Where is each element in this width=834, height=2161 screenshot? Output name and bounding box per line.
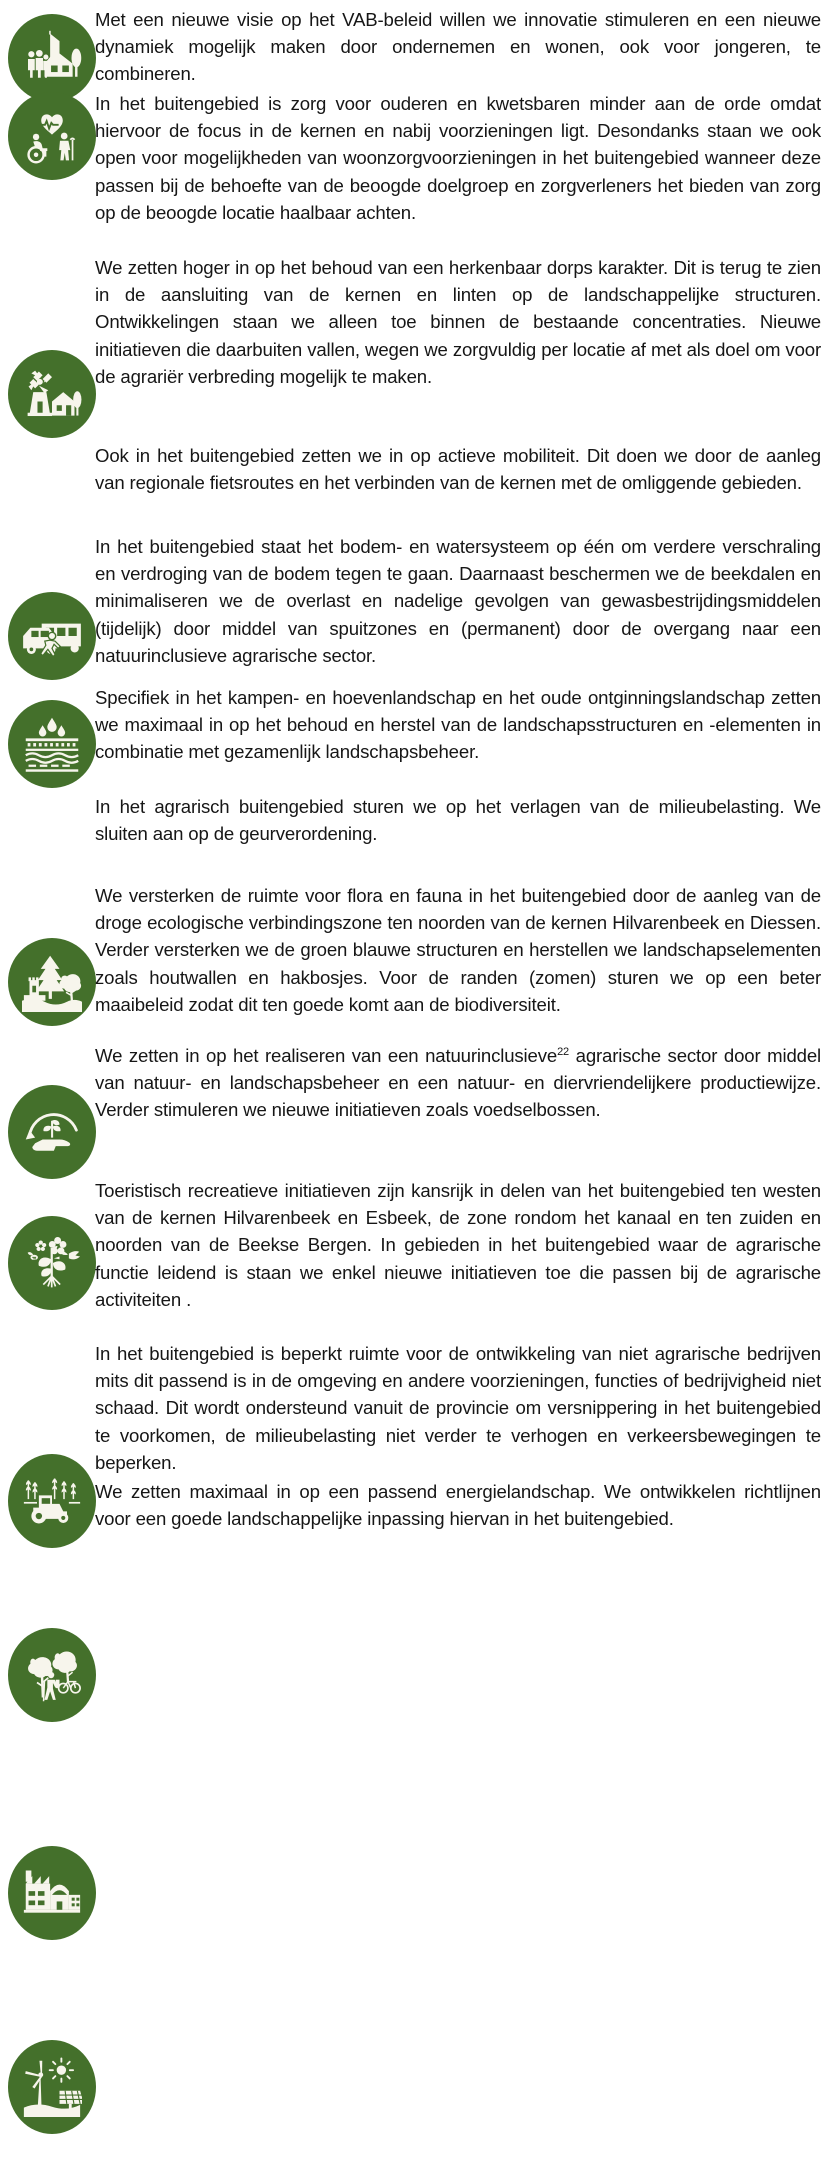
policy-paragraph: Met een nieuwe visie op het VAB-beleid willen we innovatie stimuleren en een nieuwe dynamiek mogelijk maken door ondernemen en wonen, ook voor jongeren, te combineren. bbox=[95, 9, 821, 85]
hand-plant-cycle-icon bbox=[8, 1085, 96, 1179]
policy-paragraph: We versterken de ruimte voor flora en fauna in het buitengebied door de aanleg van de droge ecologische verbindingszone ten noorden van de kernen Hilvarenbeek en Diessen. Verder versterken we de groen blauwe structuren en herstellen we landschapselementen zoals houtwallen en hakbosjes. Voor de randen (zomen) sturen we op een beter maaibeleid zodat dit ten goede komt aan de biodiversiteit. bbox=[95, 885, 821, 1015]
policy-text-after-footnote: agrarische sector door middel van natuur- en landschapsbeheer en een natuur- en diervriendelijkere productiewijze. Verder stimuleren we nieuwe initiatieven zoals voedselbossen. bbox=[95, 1045, 821, 1121]
soil-water-icon bbox=[8, 700, 96, 788]
windmill-village-icon bbox=[8, 350, 96, 438]
policy-text-before-footnote: We zetten in op het realiseren van een natuurinclusieve bbox=[95, 1045, 558, 1066]
policy-paragraph bbox=[95, 1042, 821, 1124]
footnote-marker: 22 bbox=[557, 1045, 570, 1058]
landscape-tree-icon bbox=[8, 938, 96, 1026]
policy-paragraph: In het buitengebied staat het bodem- en watersysteem op één om verdere verschraling en verdroging van de bodem tegen te gaan. Daarnaast beschermen we de beekdalen en minimaliseren we de overlast en nadelige gevolgen van gewasbestrijdingsmiddelen (tijdelijk) door middel van spuitzones en (permanent) door de overgang naar een natuurinclusieve agrarische sector. bbox=[95, 536, 821, 666]
flower-bee-bird-icon bbox=[8, 1216, 96, 1310]
policy-paragraph: Toeristisch recreatieve initiatieven zijn kansrijk in delen van het buitengebied ten westen van de kernen Hilvarenbeek en Esbeek, de zone rondom het kanaal en ten zuiden en noorden van de Beekse Bergen. In gebieden in het buitengebied waar de agrarische functie leidend is staan we enkel nieuwe initiatieven toe die passen bij de agrarische activiteiten . bbox=[95, 1180, 821, 1310]
policy-paragraph: Ook in het buitengebied zetten we in op actieve mobiliteit. Dit doen we door de aanleg van regionale fietsroutes en het verbinden van de kernen met de omliggende gebieden. bbox=[95, 445, 821, 494]
bus-pedestrian-icon bbox=[8, 592, 96, 680]
policy-paragraph: We zetten maximaal in op een passend energielandschap. We ontwikkelen richtlijnen voor een goede landschappelijke inpassing hiervan in het buitengebied. bbox=[95, 1481, 821, 1530]
trees-hiker-bike-icon bbox=[8, 1628, 96, 1722]
policy-paragraph: In het agrarisch buitengebied sturen we op het verlagen van de milieubelasting. We sluiten aan op de geurverordening. bbox=[95, 796, 821, 845]
house-family-icon bbox=[8, 14, 96, 102]
care-heart-icon bbox=[8, 92, 96, 180]
policy-paragraph: Specifiek in het kampen- en hoevenlandschap en het oude ontginningslandschap zetten we maximaal in op het behoud en herstel van de landschapsstructuren en -elementen in combinatie met gezamenlijk landschapsbeheer. bbox=[95, 687, 821, 763]
policy-paragraph: In het buitengebied is zorg voor ouderen en kwetsbaren minder aan de orde omdat hiervoor de focus in de kernen en nabij voorzieningen ligt. Desondanks staan we ook open voor mogelijkheden van woonzorgvoorzieningen in het buitengebied wanneer deze passen bij de behoefte van de beoogde doelgroep en zorgverleners het bieden van zorg op de beoogde locatie haalbaar achten. bbox=[95, 93, 821, 223]
policy-paragraph: We zetten hoger in op het behoud van een herkenbaar dorps karakter. Dit is terug te zien in de aansluiting van de kernen en linten op de landschappelijke structuren. Ontwikkelingen staan we alleen toe binnen de bestaande concentraties. Nieuwe initiatieven die daarbuiten vallen, wegen we zorgvuldig per locatie af met als doel om voor de agrariër verbreding mogelijk te maken. bbox=[95, 257, 821, 387]
windturbine-solar-icon bbox=[8, 2040, 96, 2134]
policy-paragraph: In het buitengebied is beperkt ruimte voor de ontwikkeling van niet agrarische bedrijven mits dit passend is in de omgeving en andere voorzieningen, functies of bedrijvigheid niet schaad. Dit wordt ondersteund vanuit de provincie om versnippering in het buitengebied te voorkomen, de milieubelasting niet verder te verhogen en verkeersbewegingen te beperken. bbox=[95, 1343, 821, 1473]
tractor-field-icon bbox=[8, 1454, 96, 1548]
factory-buildings-icon bbox=[8, 1846, 96, 1940]
